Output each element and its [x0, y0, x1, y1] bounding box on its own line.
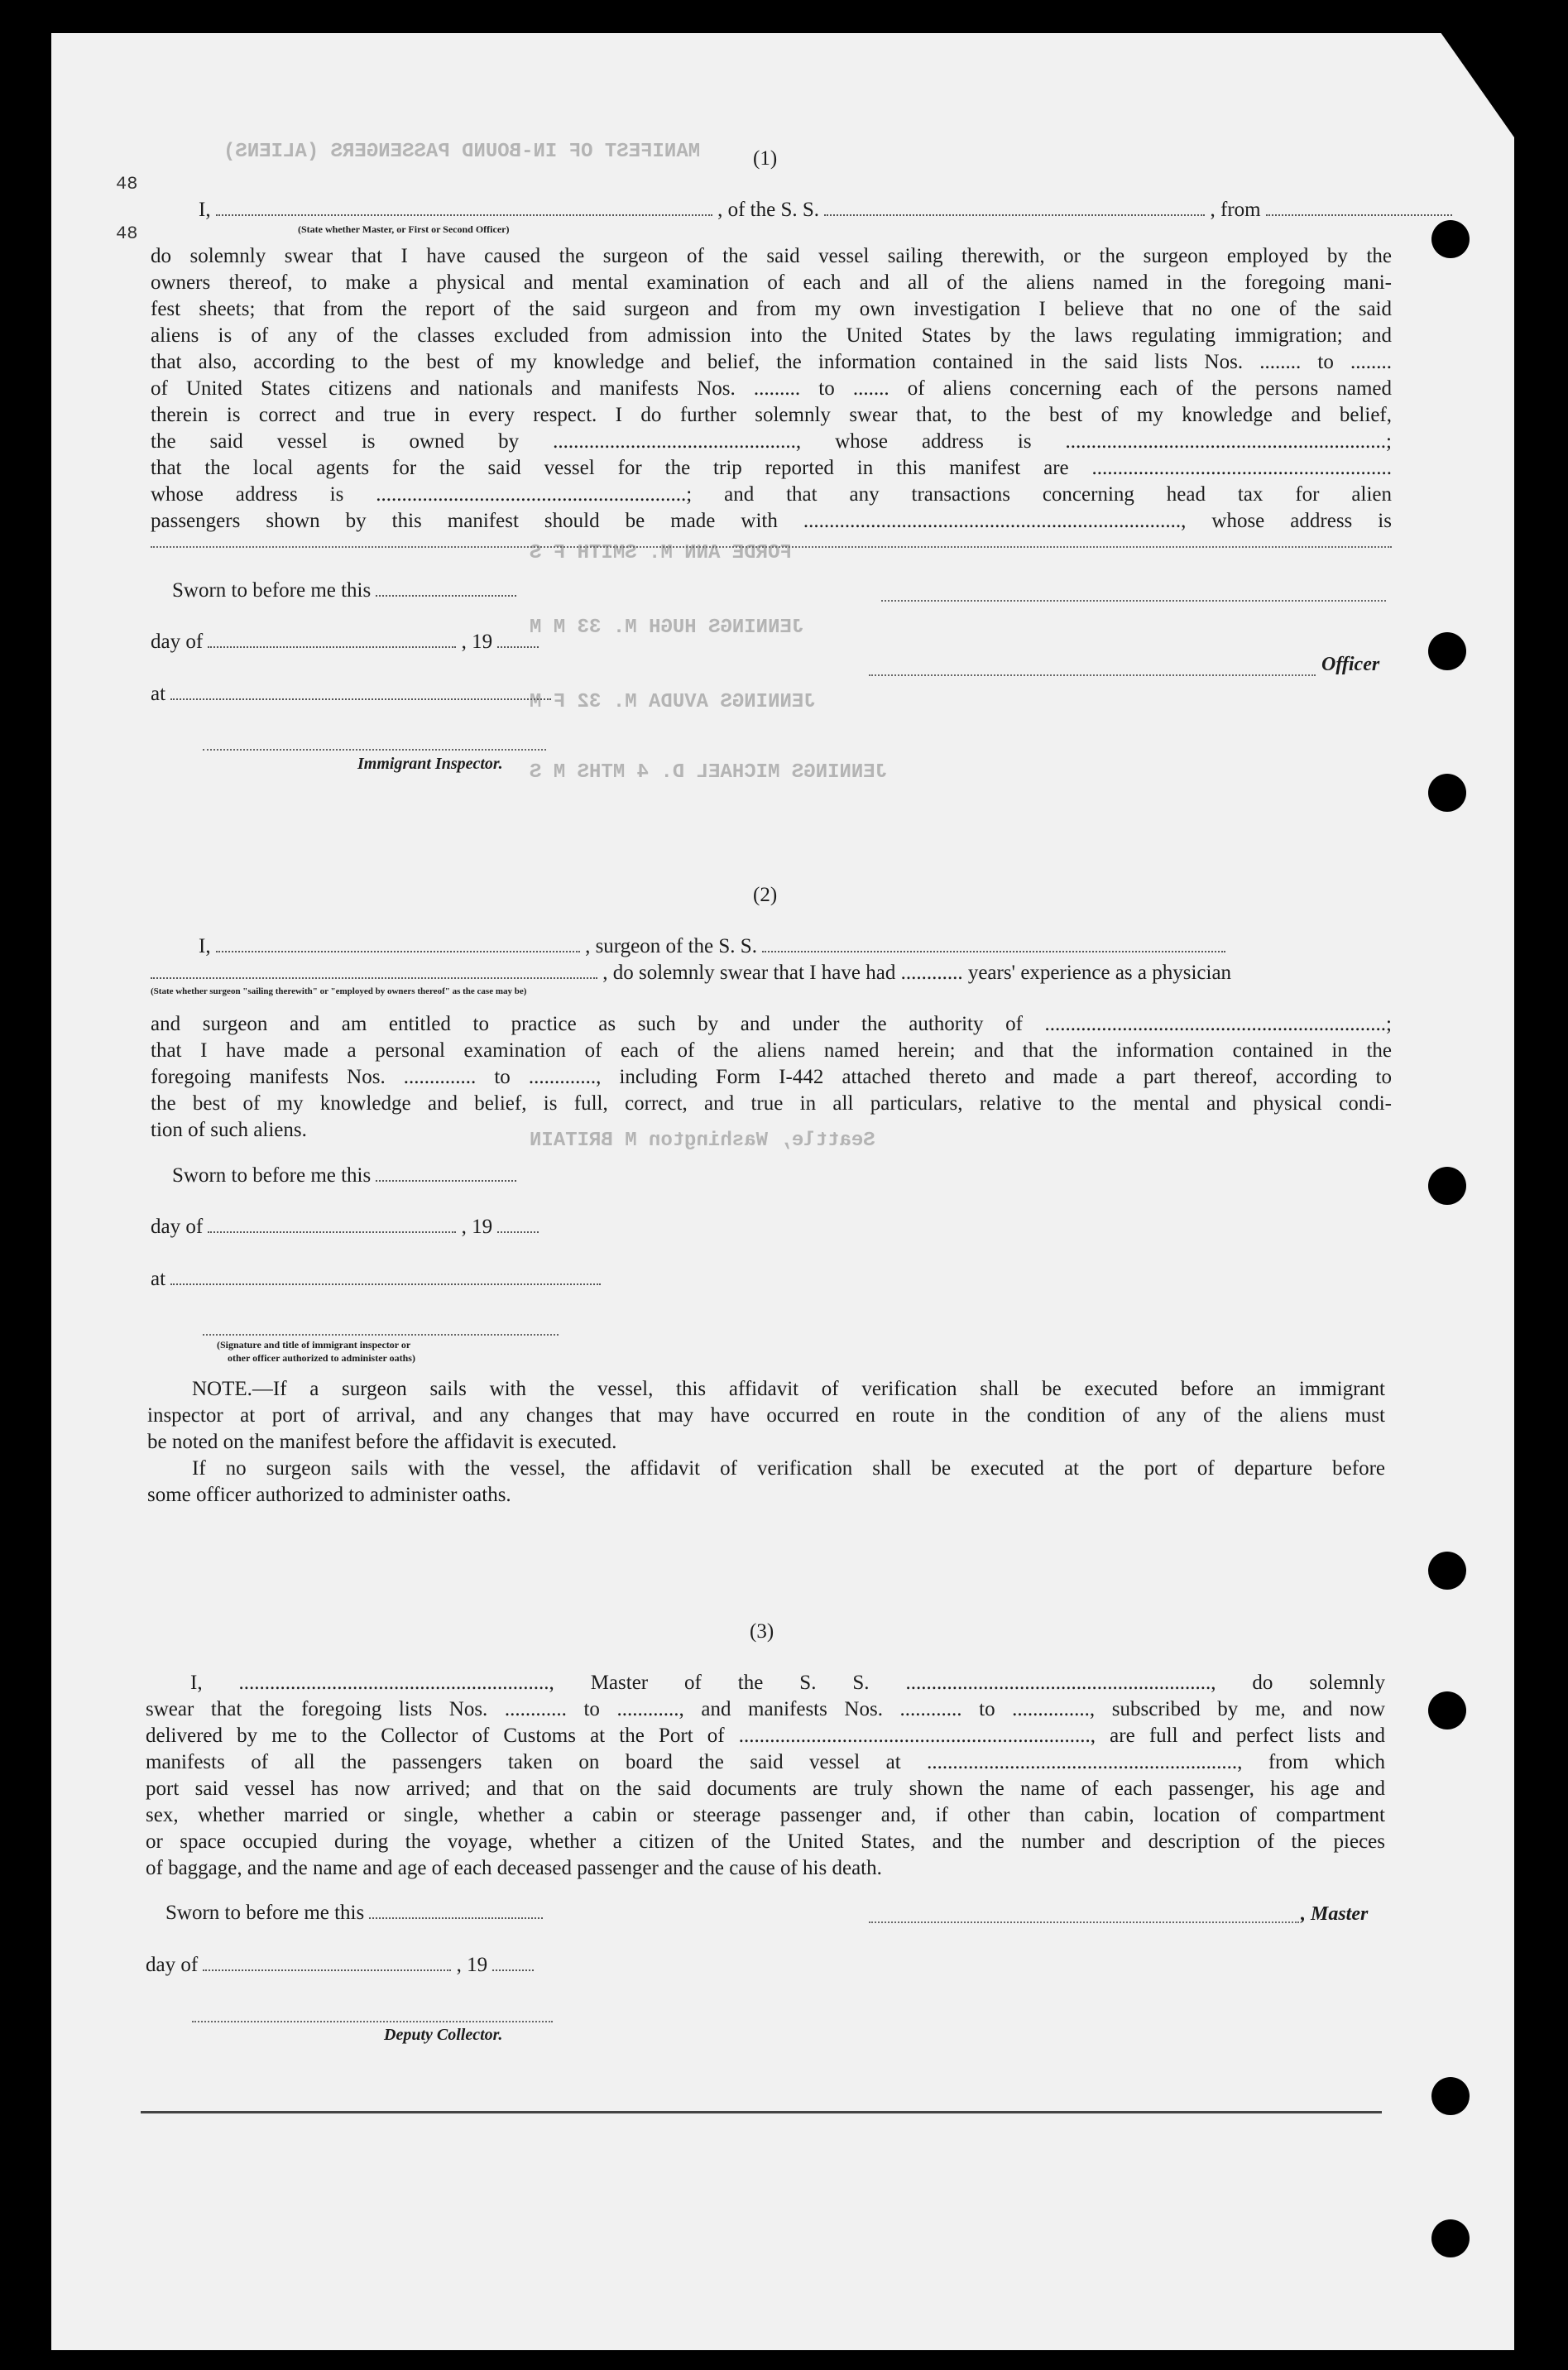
para-line: foregoing manifests Nos. .............. to ............., including Form I-442 attached thereto and made a part thereof, according to: [151, 1066, 1392, 1088]
para-line: owners thereof, to make a physical and mental examination of each and all of the aliens named in the foregoing mani-: [151, 271, 1392, 294]
bleed-through-text: JENNINGS HUGH M. 33 M M: [530, 616, 804, 639]
officer-hint: (State whether Master, or First or Second Officer): [298, 223, 510, 235]
note-line: inspector at port of arrival, and any changes that may have occurred en route in the condition of any of the aliens must: [147, 1404, 1385, 1427]
at-field-2[interactable]: [170, 1269, 601, 1285]
para-line: that the local agents for the said vessel for the trip reported in this manifest are ..........................................................: [151, 457, 1392, 479]
sworn-line-1: Sworn to before me this: [172, 578, 516, 603]
binder-hole: [1428, 1552, 1466, 1590]
bleed-through-text: Seattle, Washington M BRITAIN: [530, 1130, 875, 1152]
para-line: do solemnly swear that I have caused the surgeon of the said vessel sailing therewith, or the surgeon employed by the: [151, 245, 1392, 267]
at-field[interactable]: [170, 684, 551, 700]
day-line-3: day of , 19: [146, 1952, 534, 1978]
binder-hole: [1428, 1167, 1466, 1205]
section-1-prefix: I,: [199, 199, 211, 221]
para-line: swear that the foregoing lists Nos. ............ to ............, and manifests Nos. ............ to ..............., subscribed by me, and now: [146, 1698, 1385, 1720]
sworn-line-2: Sworn to before me this: [172, 1163, 516, 1188]
sworn-day-field[interactable]: [376, 580, 516, 597]
para-line: passengers shown by this manifest should be made with ........................................................................., whose address is: [151, 510, 1392, 532]
signature-hint-1: (Signature and title of immigrant inspector or: [217, 1339, 411, 1351]
para-line: sex, whether married or single, whether a cabin or steerage passenger and, if other than cabin, location of compartment: [146, 1804, 1385, 1826]
officer-signature-line-top: [881, 600, 1386, 602]
para-line: the best of my knowledge and belief, is full, correct, and true in all particulars, relative to the mental and physical condi-: [151, 1092, 1392, 1115]
bleed-through-text: MANIFEST OF IN-BOUND PASSENGERS (ALIENS): [223, 141, 701, 163]
year-field[interactable]: [497, 631, 539, 648]
master-signature-line: [869, 1921, 1299, 1923]
officer-signature-line: [869, 674, 1316, 676]
ship-name-field[interactable]: [824, 199, 1205, 216]
sworn-day-field-3[interactable]: [369, 1902, 543, 1919]
bleed-through-text: JENNINGS AVUDA M. 32 F M: [530, 691, 816, 713]
section-3-number: (3): [750, 1620, 774, 1643]
surgeon-status-field[interactable]: [151, 962, 597, 979]
surgeon-name-field[interactable]: [216, 936, 580, 952]
bottom-rule: [141, 2111, 1382, 2113]
bleed-through-text: FORDE ANN M. SMITH F S: [530, 542, 792, 564]
signature-hint-2: other officer authorized to administer oaths): [228, 1352, 415, 1364]
day-line-1: day of , 19: [151, 629, 539, 655]
signature-line-2: [203, 1334, 559, 1336]
para-line: delivered by me to the Collector of Customs at the Port of ...................................................................., are full and perfect lists and: [146, 1725, 1385, 1747]
note-line: be noted on the manifest before the affidavit is executed.: [147, 1431, 617, 1453]
para-line: and surgeon and am entitled to practice as such by and under the authority of ..................................................................;: [151, 1013, 1392, 1035]
day-field-3[interactable]: [203, 1955, 451, 1971]
binder-hole: [1431, 2077, 1470, 2115]
margin-mark: 48: [116, 174, 138, 194]
binder-hole: [1428, 632, 1466, 670]
section-2-line2: , do solemnly swear that I have had ............ years' experience as a physician: [151, 960, 1231, 986]
address-continuation-line: [151, 546, 1392, 548]
margin-mark: 48: [116, 223, 138, 244]
master-label: , Master: [1301, 1903, 1369, 1925]
para-line: whose address is ............................................................; and that any transactions concerning head tax for alien: [151, 483, 1392, 506]
para-line: port said vessel has now arrived; and that on the said documents are truly shown the name of each passenger, his age and: [146, 1778, 1385, 1800]
at-line-2: at: [151, 1266, 601, 1292]
bleed-through-text: JENNINGS MICHAEL D. 4 MTHS M S: [530, 761, 888, 784]
deputy-label: Deputy Collector.: [384, 2026, 503, 2044]
para-line: the said vessel is owned by ..............................................., whose address is ..............................................................;: [151, 430, 1392, 453]
para-line: fest sheets; that from the report of the said surgeon and from my own investigation I believe that no one of the said: [151, 298, 1392, 320]
para-line: that also, according to the best of my knowledge and belief, the information contained in the said lists Nos. ........ to ........: [151, 351, 1392, 373]
inspector-signature-line: [203, 749, 546, 751]
para-line: tion of such aliens.: [151, 1119, 307, 1141]
note-line: NOTE.—If a surgeon sails with the vessel, this affidavit of verification shall be executed before an immigrant: [192, 1378, 1385, 1400]
year-field-3[interactable]: [492, 1955, 534, 1971]
binder-hole: [1431, 220, 1470, 258]
binder-hole: [1428, 1691, 1466, 1730]
day-line-2: day of , 19: [151, 1214, 539, 1240]
surgeon-hint: (State whether surgeon "sailing therewith" or "employed by owners thereof" as the case may be): [151, 986, 527, 996]
year-field-2[interactable]: [497, 1216, 539, 1233]
note-line: some officer authorized to administer oaths.: [147, 1484, 511, 1506]
binder-hole: [1431, 2219, 1470, 2257]
of-ss-label: , of the S. S.: [717, 199, 820, 221]
section-2-number: (2): [753, 884, 778, 906]
para-line: therein is correct and true in every respect. I do further solemnly swear that, to the best of my knowledge and belief,: [151, 404, 1392, 426]
para-line: I, ............................................................, Master of the S. S. ..........................................................., do solemnly: [190, 1672, 1385, 1694]
note-line: If no surgeon sails with the vessel, the affidavit of verification shall be executed at the port of departure before: [192, 1457, 1385, 1480]
para-line: or space occupied during the voyage, whether a citizen of the United States, and the number and description of the pieces: [146, 1830, 1385, 1853]
para-line: that I have made a personal examination of each of the aliens named herein; and that the information contained in the: [151, 1039, 1392, 1062]
day-field-2[interactable]: [208, 1216, 456, 1233]
section-1-number: (1): [753, 147, 778, 170]
at-line-1: at: [151, 681, 551, 707]
surgeon-ship-field[interactable]: [762, 936, 1225, 952]
from-port-field[interactable]: [1266, 199, 1452, 216]
from-label: , from: [1210, 199, 1261, 221]
officer-name-field[interactable]: [216, 199, 712, 216]
binder-hole: [1428, 774, 1466, 812]
sworn-line-3: Sworn to before me this: [165, 1900, 543, 1926]
inspector-label: Immigrant Inspector.: [357, 755, 503, 773]
para-line: of United States citizens and nationals and manifests Nos. ......... to ....... of aliens concerning each of the persons named: [151, 377, 1392, 400]
para-line: manifests of all the passengers taken on board the said vessel at ............................................................, from which: [146, 1751, 1385, 1773]
para-line: of baggage, and the name and age of each deceased passenger and the cause of his death.: [146, 1857, 882, 1879]
section-1-line1: [199, 197, 1452, 223]
day-field[interactable]: [208, 631, 456, 648]
officer-label: Officer: [1321, 654, 1380, 675]
sworn-day-field-2[interactable]: [376, 1165, 516, 1182]
deputy-signature-line: [192, 2021, 553, 2022]
para-line: aliens is of any of the classes excluded from admission into the United States by the laws regulating immigration; and: [151, 324, 1392, 347]
section-2-line1: I, , surgeon of the S. S.: [199, 933, 1225, 959]
